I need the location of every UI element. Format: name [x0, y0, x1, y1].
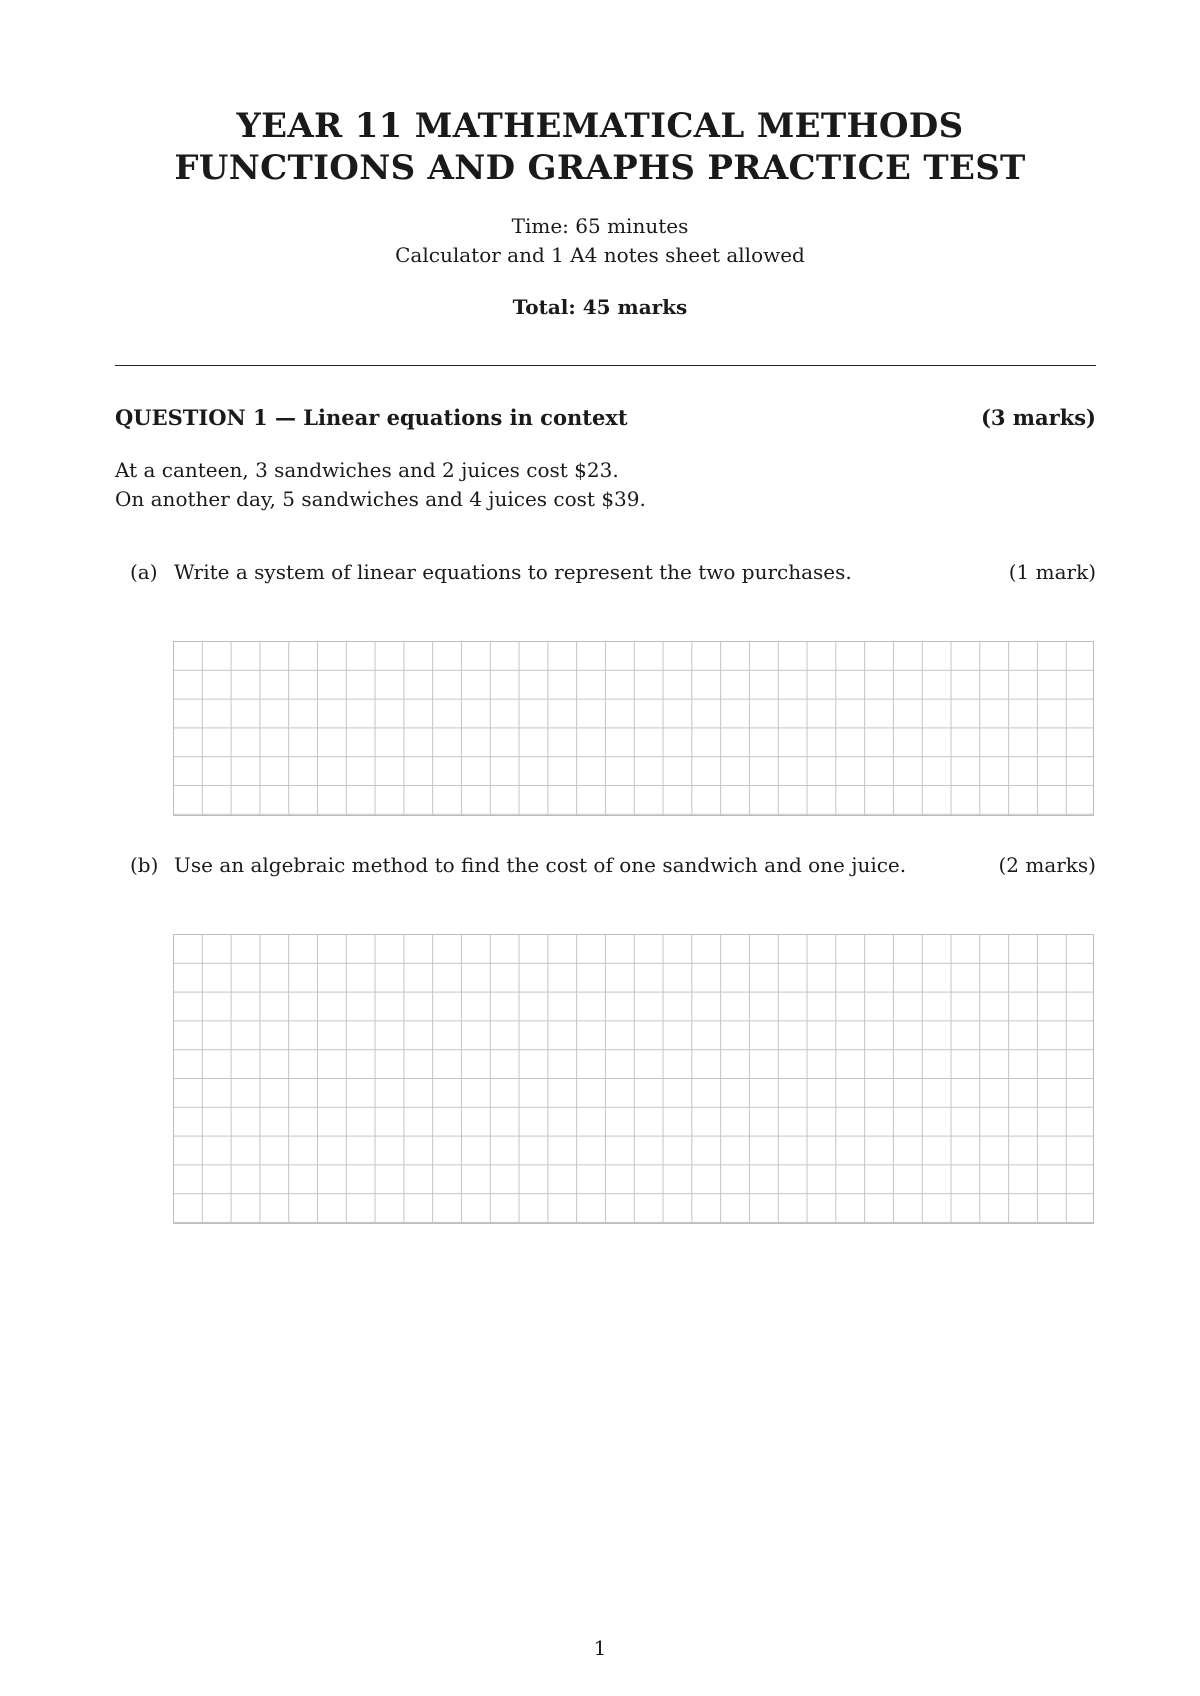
question1-stem-line1: At a canteen, 3 sandwiches and 2 juices cost $23.	[115, 458, 619, 482]
total-marks: Total: 45 marks	[512, 295, 688, 319]
test-title-line2: FUNCTIONS AND GRAPHS PRACTICE TEST	[174, 148, 1026, 188]
part-a-answer-grid[interactable]	[173, 641, 1094, 816]
question1-heading: QUESTION 1 — Linear equations in context	[115, 405, 628, 430]
part-a-text: Write a system of linear equations to represent the two purchases.	[174, 560, 852, 584]
part-b-text: Use an algebraic method to find the cost of one sandwich and one juice.	[174, 853, 907, 877]
test-title-line1: YEAR 11 MATHEMATICAL METHODS	[236, 106, 964, 146]
part-a-label: (a)	[130, 560, 158, 584]
part-b-answer-grid[interactable]	[173, 934, 1094, 1224]
page-number: 1	[593, 1636, 607, 1660]
time-allowed: Time: 65 minutes	[511, 214, 689, 238]
materials-allowed: Calculator and 1 A4 notes sheet allowed	[395, 243, 805, 267]
part-a-marks: (1 mark)	[1008, 560, 1096, 584]
question1-marks: (3 marks)	[980, 405, 1096, 430]
question1-stem-line2: On another day, 5 sandwiches and 4 juices cost $39.	[115, 487, 646, 511]
part-b-label: (b)	[130, 853, 159, 877]
header-divider	[115, 365, 1096, 366]
part-b-marks: (2 marks)	[998, 853, 1096, 877]
